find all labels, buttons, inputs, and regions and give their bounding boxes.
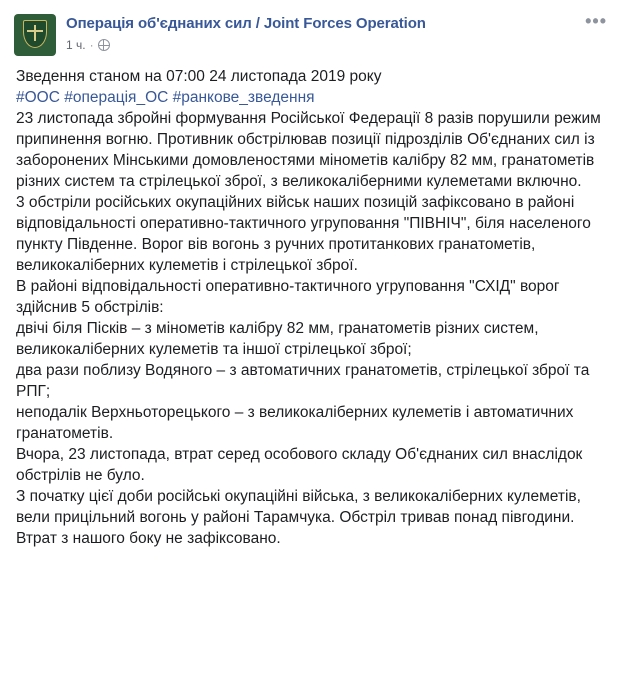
post-meta bbox=[66, 38, 426, 52]
post-paragraph-4: двічі біля Пісків – з мінометів калібру 82 мм, гранатометів різних систем, великокаліберних кулеметів та іншої стрілецької зброї; bbox=[16, 320, 539, 358]
military-emblem-icon bbox=[23, 20, 47, 48]
meta-separator: · bbox=[89, 38, 94, 52]
globe-icon[interactable] bbox=[98, 39, 110, 51]
post-hashtags[interactable]: #ООС #операція_ОС #ранкове_зведення bbox=[16, 89, 315, 106]
more-options-icon[interactable]: ••• bbox=[585, 11, 607, 31]
post-paragraph-1: 23 листопада збройні формування Російської Федерації 8 разів порушили режим припинення вогню. Противник обстрілював позиції підрозділів Об'єднаних сил із заборонених Мінськими домовленостями мінометів калібру 82 мм, гранатометів різних систем та стрілецької зброї, з великокаліберними кулеметами включно. bbox=[16, 110, 601, 190]
post-paragraph-3: В районі відповідальності оперативно-тактичного угруповання "СХІД" ворог здійснив 5 обстрілів: bbox=[16, 278, 560, 316]
post-header-text bbox=[66, 12, 426, 52]
avatar[interactable] bbox=[14, 14, 56, 56]
post-paragraph-5: два рази поблизу Водяного – з автоматичних гранатометів, стрілецької зброї та РПГ; bbox=[16, 362, 590, 400]
page-name-link[interactable]: Операція об'єднаних сил / Joint Forces Operation bbox=[66, 15, 426, 32]
post-paragraph-2: 3 обстріли російських окупаційних військ наших позицій зафіксовано в районі відповідальності оперативно-тактичного угруповання "ПІВНІЧ", біля населеного пункту Південне. Ворог вів вогонь з ручних протитанкових гранатометів, великокаліберних кулеметів і стрілецької зброї. bbox=[16, 194, 591, 274]
post-paragraph-8: З початку цієї доби російські окупаційні війська, з великокаліберних кулеметів, вели прицільний вогонь у районі Тарамчука. Обстріл тривав понад півгодини. Втрат з нашого боку не зафіксовано. bbox=[16, 488, 581, 547]
post-paragraph-6: неподалік Верхньоторецького – з великокаліберних кулеметів і автоматичних гранатометів. bbox=[16, 404, 574, 442]
post-body bbox=[0, 60, 621, 559]
post-timestamp[interactable]: 1 ч. bbox=[66, 38, 86, 52]
post-summary-line: Зведення станом на 07:00 24 листопада 2019 року bbox=[16, 68, 382, 85]
post-paragraph-7: Вчора, 23 листопада, втрат серед особового складу Об'єднаних сил внаслідок обстрілів не було. bbox=[16, 446, 583, 484]
post-header bbox=[0, 0, 621, 60]
